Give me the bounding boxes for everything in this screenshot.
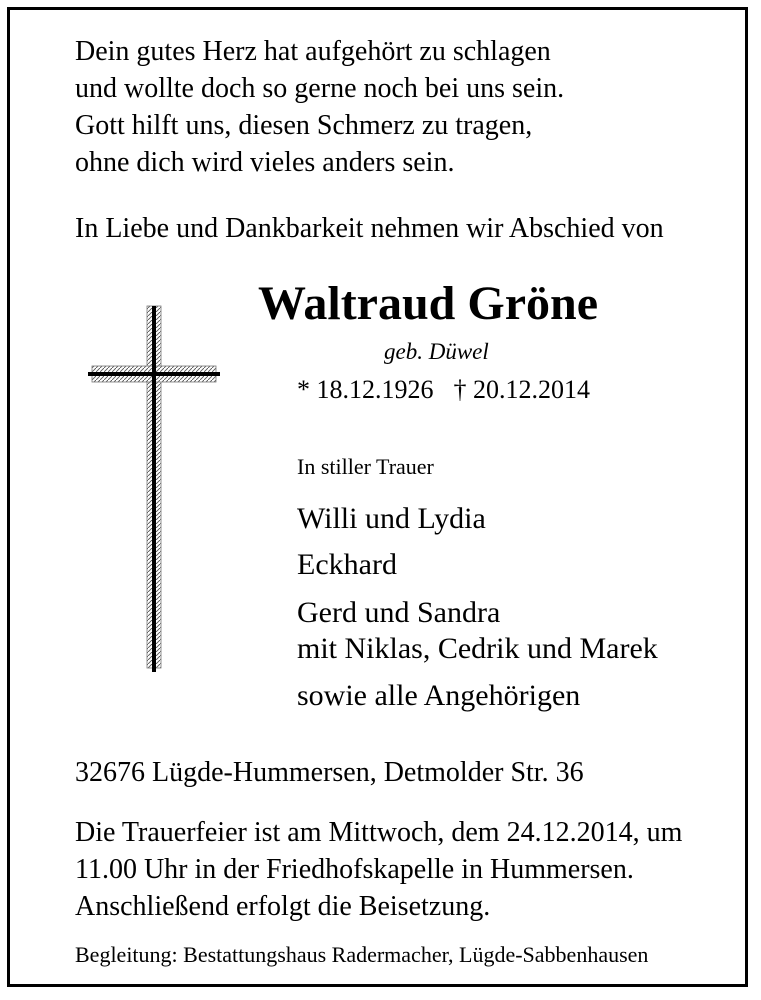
funeral-home-credit: Begleitung: Bestattungshaus Radermacher, Lügde-Sabbenhausen [75, 942, 649, 967]
birth-date: * 18.12.1926 [297, 375, 434, 404]
family-address: 32676 Lügde-Hummersen, Detmolder Str. 36 [75, 757, 584, 788]
mourner-line: Eckhard [297, 548, 397, 581]
mourning-heading: In stiller Trauer [297, 454, 434, 479]
deceased-name: Waltraud Gröne [258, 277, 599, 330]
death-date: † 20.12.2014 [453, 375, 590, 404]
memorial-poem [75, 33, 564, 181]
life-dates [297, 374, 590, 406]
service-line: 11.00 Uhr in der Friedhofskapelle in Hummersen. [75, 854, 634, 885]
service-line: Die Trauerfeier ist am Mittwoch, dem 24.12.2014, um [75, 817, 683, 848]
mourner-line: Gerd und Sandra [297, 596, 501, 629]
service-line: Anschließend erfolgt die Beisetzung. [75, 891, 491, 922]
poem-line: und wollte doch so gerne noch bei uns sein. [75, 73, 565, 104]
poem-line: ohne dich wird vieles anders sein. [75, 147, 455, 178]
maiden-name: geb. Düwel [384, 339, 489, 364]
cross-icon [88, 304, 220, 674]
mourner-line: Willi und Lydia [297, 502, 486, 535]
mourner-line: sowie alle Angehörigen [297, 679, 581, 712]
mourner-line: mit Niklas, Cedrik und Marek [297, 632, 658, 665]
poem-line: Gott hilft uns, diesen Schmerz zu tragen, [75, 110, 533, 141]
funeral-service-info [75, 814, 682, 925]
farewell-intro: In Liebe und Dankbarkeit nehmen wir Abschied von [75, 213, 664, 244]
poem-line: Dein gutes Herz hat aufgehört zu schlagen [75, 36, 551, 67]
